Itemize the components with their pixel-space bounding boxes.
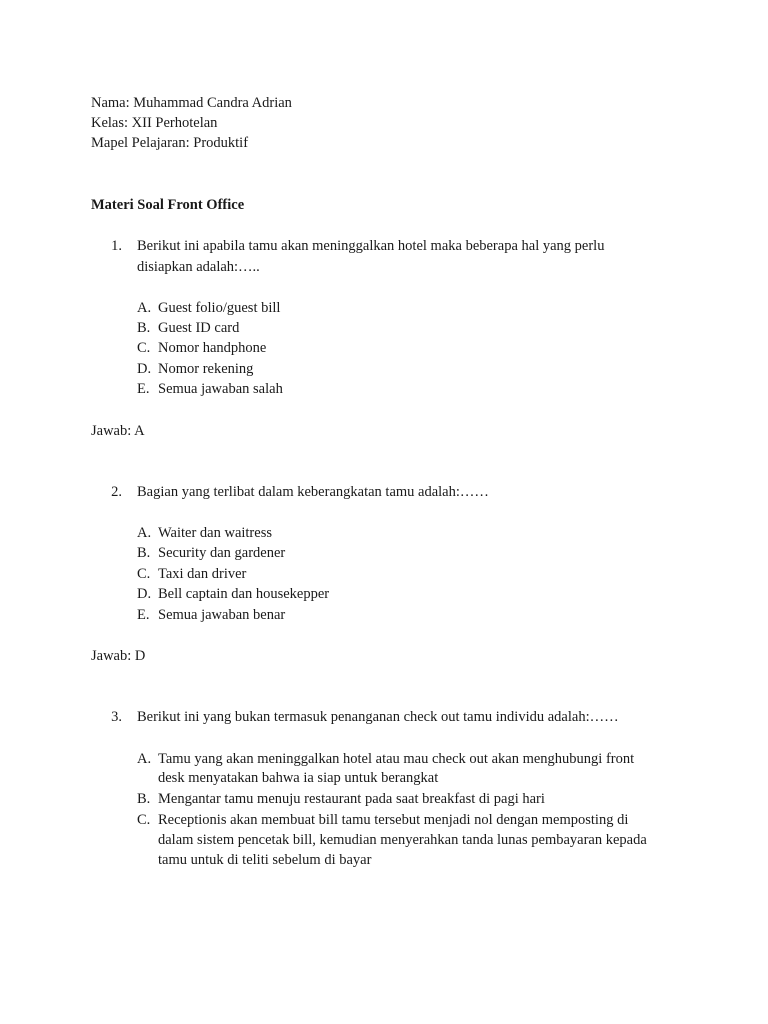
subject: Mapel Pelajaran: Produktif	[91, 135, 249, 151]
question-text-line: disiapkan adalah:…..	[137, 259, 260, 275]
question-text-line: Berikut ini yang bukan termasuk penanganan check out tamu individu adalah:……	[137, 709, 619, 725]
option-text: Taxi dan driver	[158, 566, 247, 582]
section-title: Materi Soal Front Office	[91, 197, 245, 213]
option-text: Guest ID card	[158, 320, 240, 336]
answer: Jawab: A	[91, 423, 145, 439]
option-text: Semua jawaban benar	[158, 607, 286, 623]
option-letter: B.	[137, 791, 151, 807]
option-text: Waiter dan waitress	[158, 525, 272, 541]
option-letter: B.	[137, 320, 151, 336]
option-text: desk menyatakan bahwa ia siap untuk berangkat	[158, 770, 439, 786]
option-letter: E.	[137, 607, 150, 623]
question-number: 1.	[111, 238, 122, 254]
option-letter: C.	[137, 340, 151, 356]
option-letter: C.	[137, 566, 151, 582]
option-text: Tamu yang akan meninggalkan hotel atau mau check out akan menghubungi front	[158, 751, 635, 767]
option-text: Mengantar tamu menuju restaurant pada saat breakfast di pagi hari	[158, 791, 545, 807]
option-letter: C.	[137, 812, 151, 828]
question-text-line: Bagian yang terlibat dalam keberangkatan tamu adalah:……	[137, 484, 489, 500]
option-text: Guest folio/guest bill	[158, 300, 281, 316]
option-letter: B.	[137, 545, 151, 561]
answer: Jawab: D	[91, 648, 146, 664]
option-text: Bell captain dan housekepper	[158, 586, 330, 602]
option-letter: A.	[137, 300, 152, 316]
question-number: 2.	[111, 484, 122, 500]
option-text: tamu untuk di teliti sebelum di bayar	[158, 852, 372, 868]
student-class: Kelas: XII Perhotelan	[91, 115, 218, 131]
option-text: Nomor rekening	[158, 361, 254, 377]
option-letter: A.	[137, 751, 152, 767]
option-letter: D.	[137, 586, 152, 602]
option-letter: E.	[137, 381, 150, 397]
question-text-line: Berikut ini apabila tamu akan meninggalkan hotel maka beberapa hal yang perlu	[137, 238, 605, 254]
option-letter: D.	[137, 361, 152, 377]
student-name: Nama: Muhammad Candra Adrian	[91, 95, 292, 111]
question-number: 3.	[111, 709, 122, 725]
option-text: Semua jawaban salah	[158, 381, 283, 397]
option-letter: A.	[137, 525, 152, 541]
option-text: Receptionis akan membuat bill tamu tersebut menjadi nol dengan memposting di	[158, 812, 629, 828]
option-text: Nomor handphone	[158, 340, 267, 356]
option-text: Security dan gardener	[158, 545, 286, 561]
option-text: dalam sistem pencetak bill, kemudian menyerahkan tanda lunas pembayaran kepada	[158, 832, 647, 848]
